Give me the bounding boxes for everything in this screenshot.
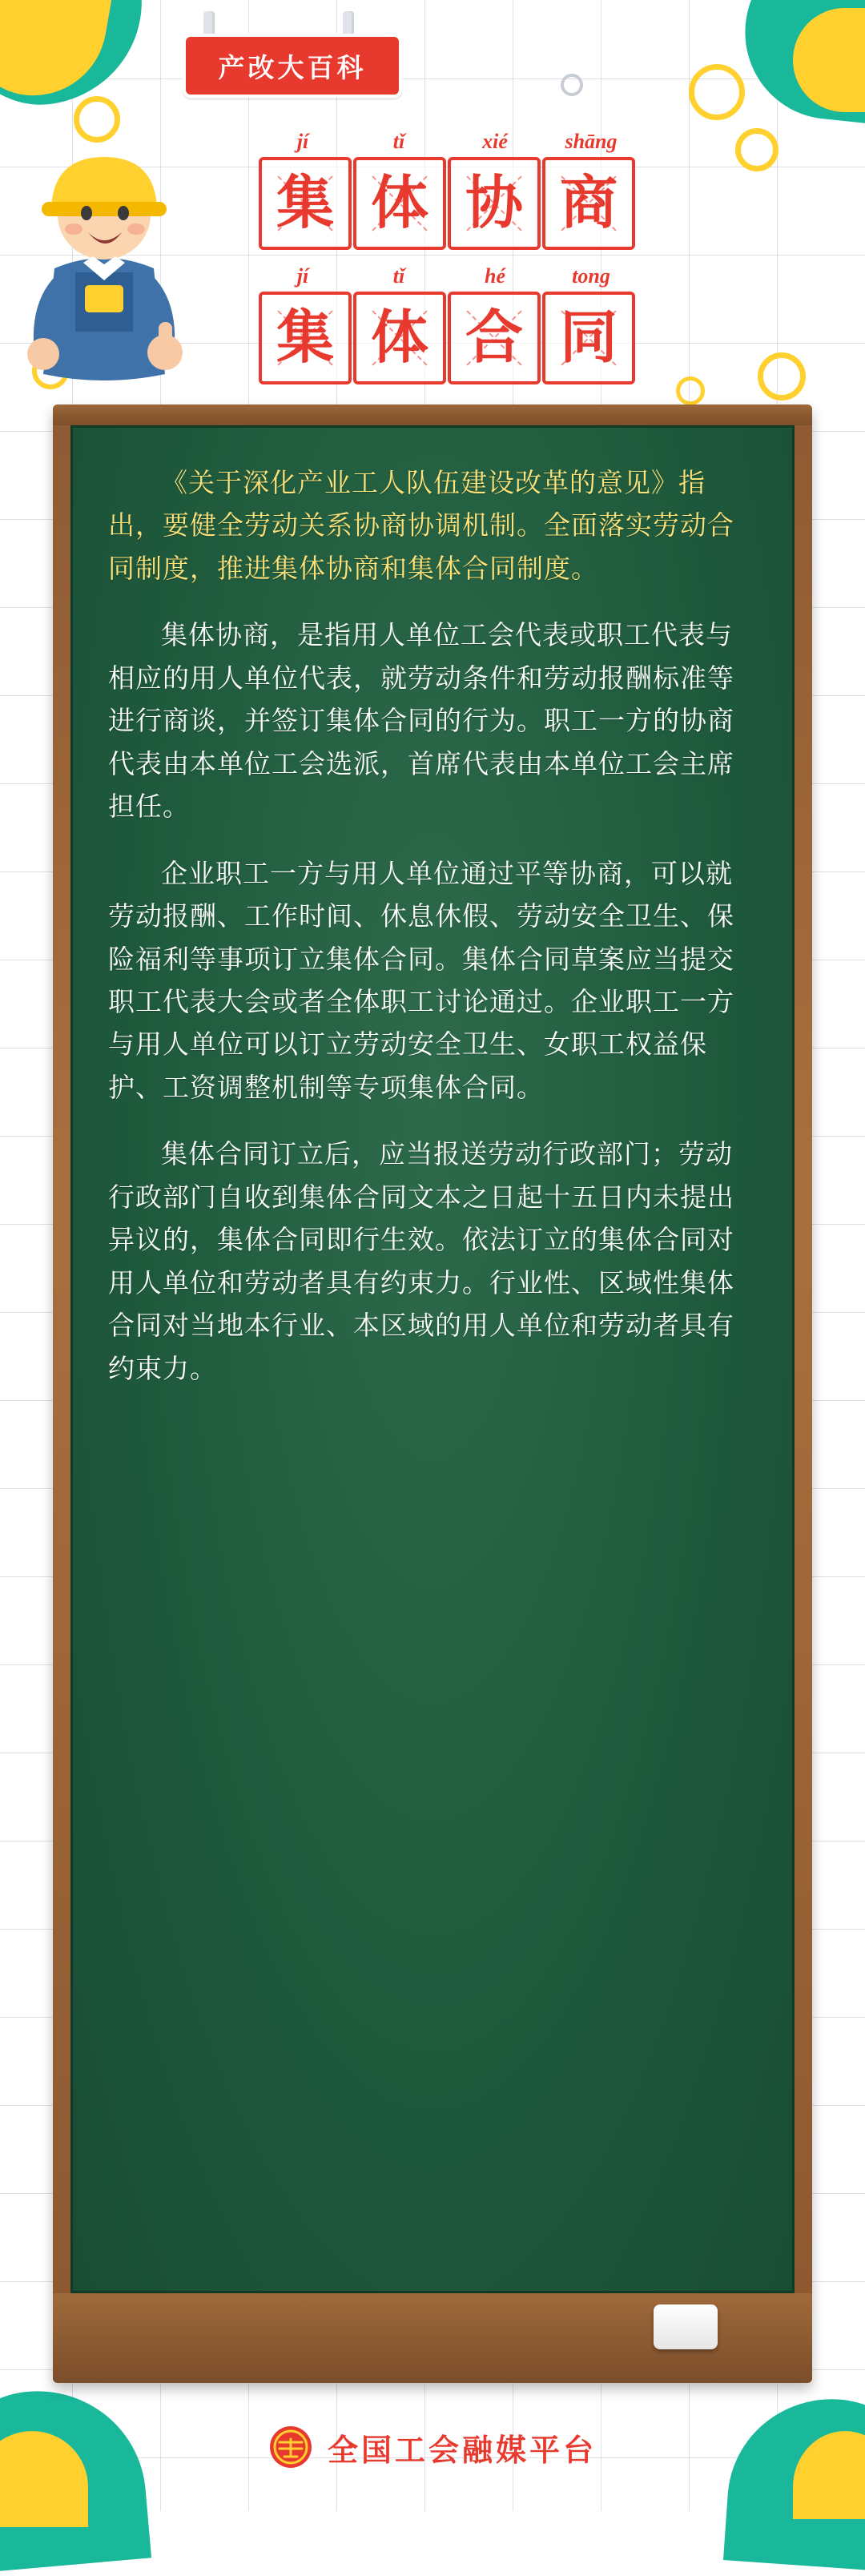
pinyin-row-1 (259, 130, 635, 154)
worker-mascot-illustration (8, 120, 200, 384)
acftu-logo-icon (268, 2425, 313, 2469)
badge-container (160, 11, 416, 99)
title-char-box (542, 292, 635, 384)
decoration-blob-top-left-inner (0, 0, 114, 107)
pinyin-char: hé (485, 264, 505, 288)
decoration-circle-icon (561, 74, 583, 96)
decoration-blob-top-right-inner (793, 8, 865, 112)
pinyin-char: shāng (565, 130, 618, 153)
pinyin-char: tǐ (392, 264, 405, 288)
title-block (255, 130, 639, 399)
decoration-ring-icon (689, 64, 745, 120)
chalk-box-icon (654, 2304, 718, 2349)
title-char-box (353, 292, 446, 384)
title-char-box (353, 157, 446, 250)
pinyin-char: jí (296, 130, 309, 153)
footer (0, 2383, 865, 2511)
decoration-ring-icon (735, 128, 778, 171)
title-row-2 (259, 292, 635, 384)
board-paragraph-2: 集体协商，是指用人单位工会代表或职工代表与相应的用人单位代表，就劳动条件和劳动报酬标准等进行商谈，并签订集体合同的行为。职工一方的协商代表由本单位工会选派，首席代表由本单位工会主席担任。 (108, 620, 734, 822)
board-paragraph-1: 《关于深化产业工人队伍建设改革的意见》指出，要健全劳动关系协商协调机制。全面落实劳动合同制度，推进集体协商和集体合同制度。 (108, 468, 734, 583)
title-char: 集 (276, 306, 334, 370)
pinyin-char: tong (572, 264, 610, 288)
title-char-box (259, 157, 352, 250)
title-char: 集 (276, 171, 334, 235)
blackboard-top-frame (53, 405, 812, 425)
category-badge-label: 产改大百科 (218, 52, 367, 83)
title-char: 体 (370, 171, 428, 235)
board-paragraph-3: 企业职工一方与用人单位通过平等协商，可以就劳动报酬、工作时间、休息休假、劳动安全卫生、保险福利等事项订立集体合同。集体合同草案应当提交职工代表大会或者全体职工讨论通过。企业职工一方与用人单位可以订立劳动安全卫生、女职工权益保护、工资调整机制等专项集体合同。 (108, 858, 734, 1102)
title-char: 商 (559, 171, 618, 235)
title-row-1 (259, 157, 635, 250)
pinyin-char: tǐ (392, 130, 405, 153)
title-char-box (542, 157, 635, 250)
title-char-box (448, 157, 541, 250)
pinyin-char: xié (482, 130, 508, 153)
category-badge (183, 34, 402, 98)
pinyin-row-2 (259, 264, 635, 288)
title-char: 合 (465, 306, 523, 370)
footer-label: 全国工会融媒平台 (327, 2433, 597, 2468)
decoration-blob-top-right (737, 0, 865, 130)
decoration-blob-top-left (0, 0, 155, 117)
board-paragraph-4: 集体合同订立后，应当报送劳动行政部门；劳动行政部门自收到集体合同文本之日起十五日内未提出异议的，集体合同即行生效。依法订立的集体合同对用人单位和劳动者具有约束力。行业性、区域性集体合同对当地本行业、本区域的用人单位和劳动者具有约束力。 (108, 1139, 734, 1383)
decoration-ring-icon (676, 376, 705, 405)
title-char: 同 (559, 306, 618, 370)
title-char-box (259, 292, 352, 384)
title-char: 协 (465, 171, 523, 235)
title-char: 体 (370, 306, 428, 370)
blackboard (53, 405, 812, 2383)
pinyin-char: jí (296, 264, 309, 288)
blackboard-surface (70, 425, 795, 2293)
decoration-ring-icon (758, 352, 806, 400)
title-char-box (448, 292, 541, 384)
blackboard-tray (53, 2293, 812, 2383)
